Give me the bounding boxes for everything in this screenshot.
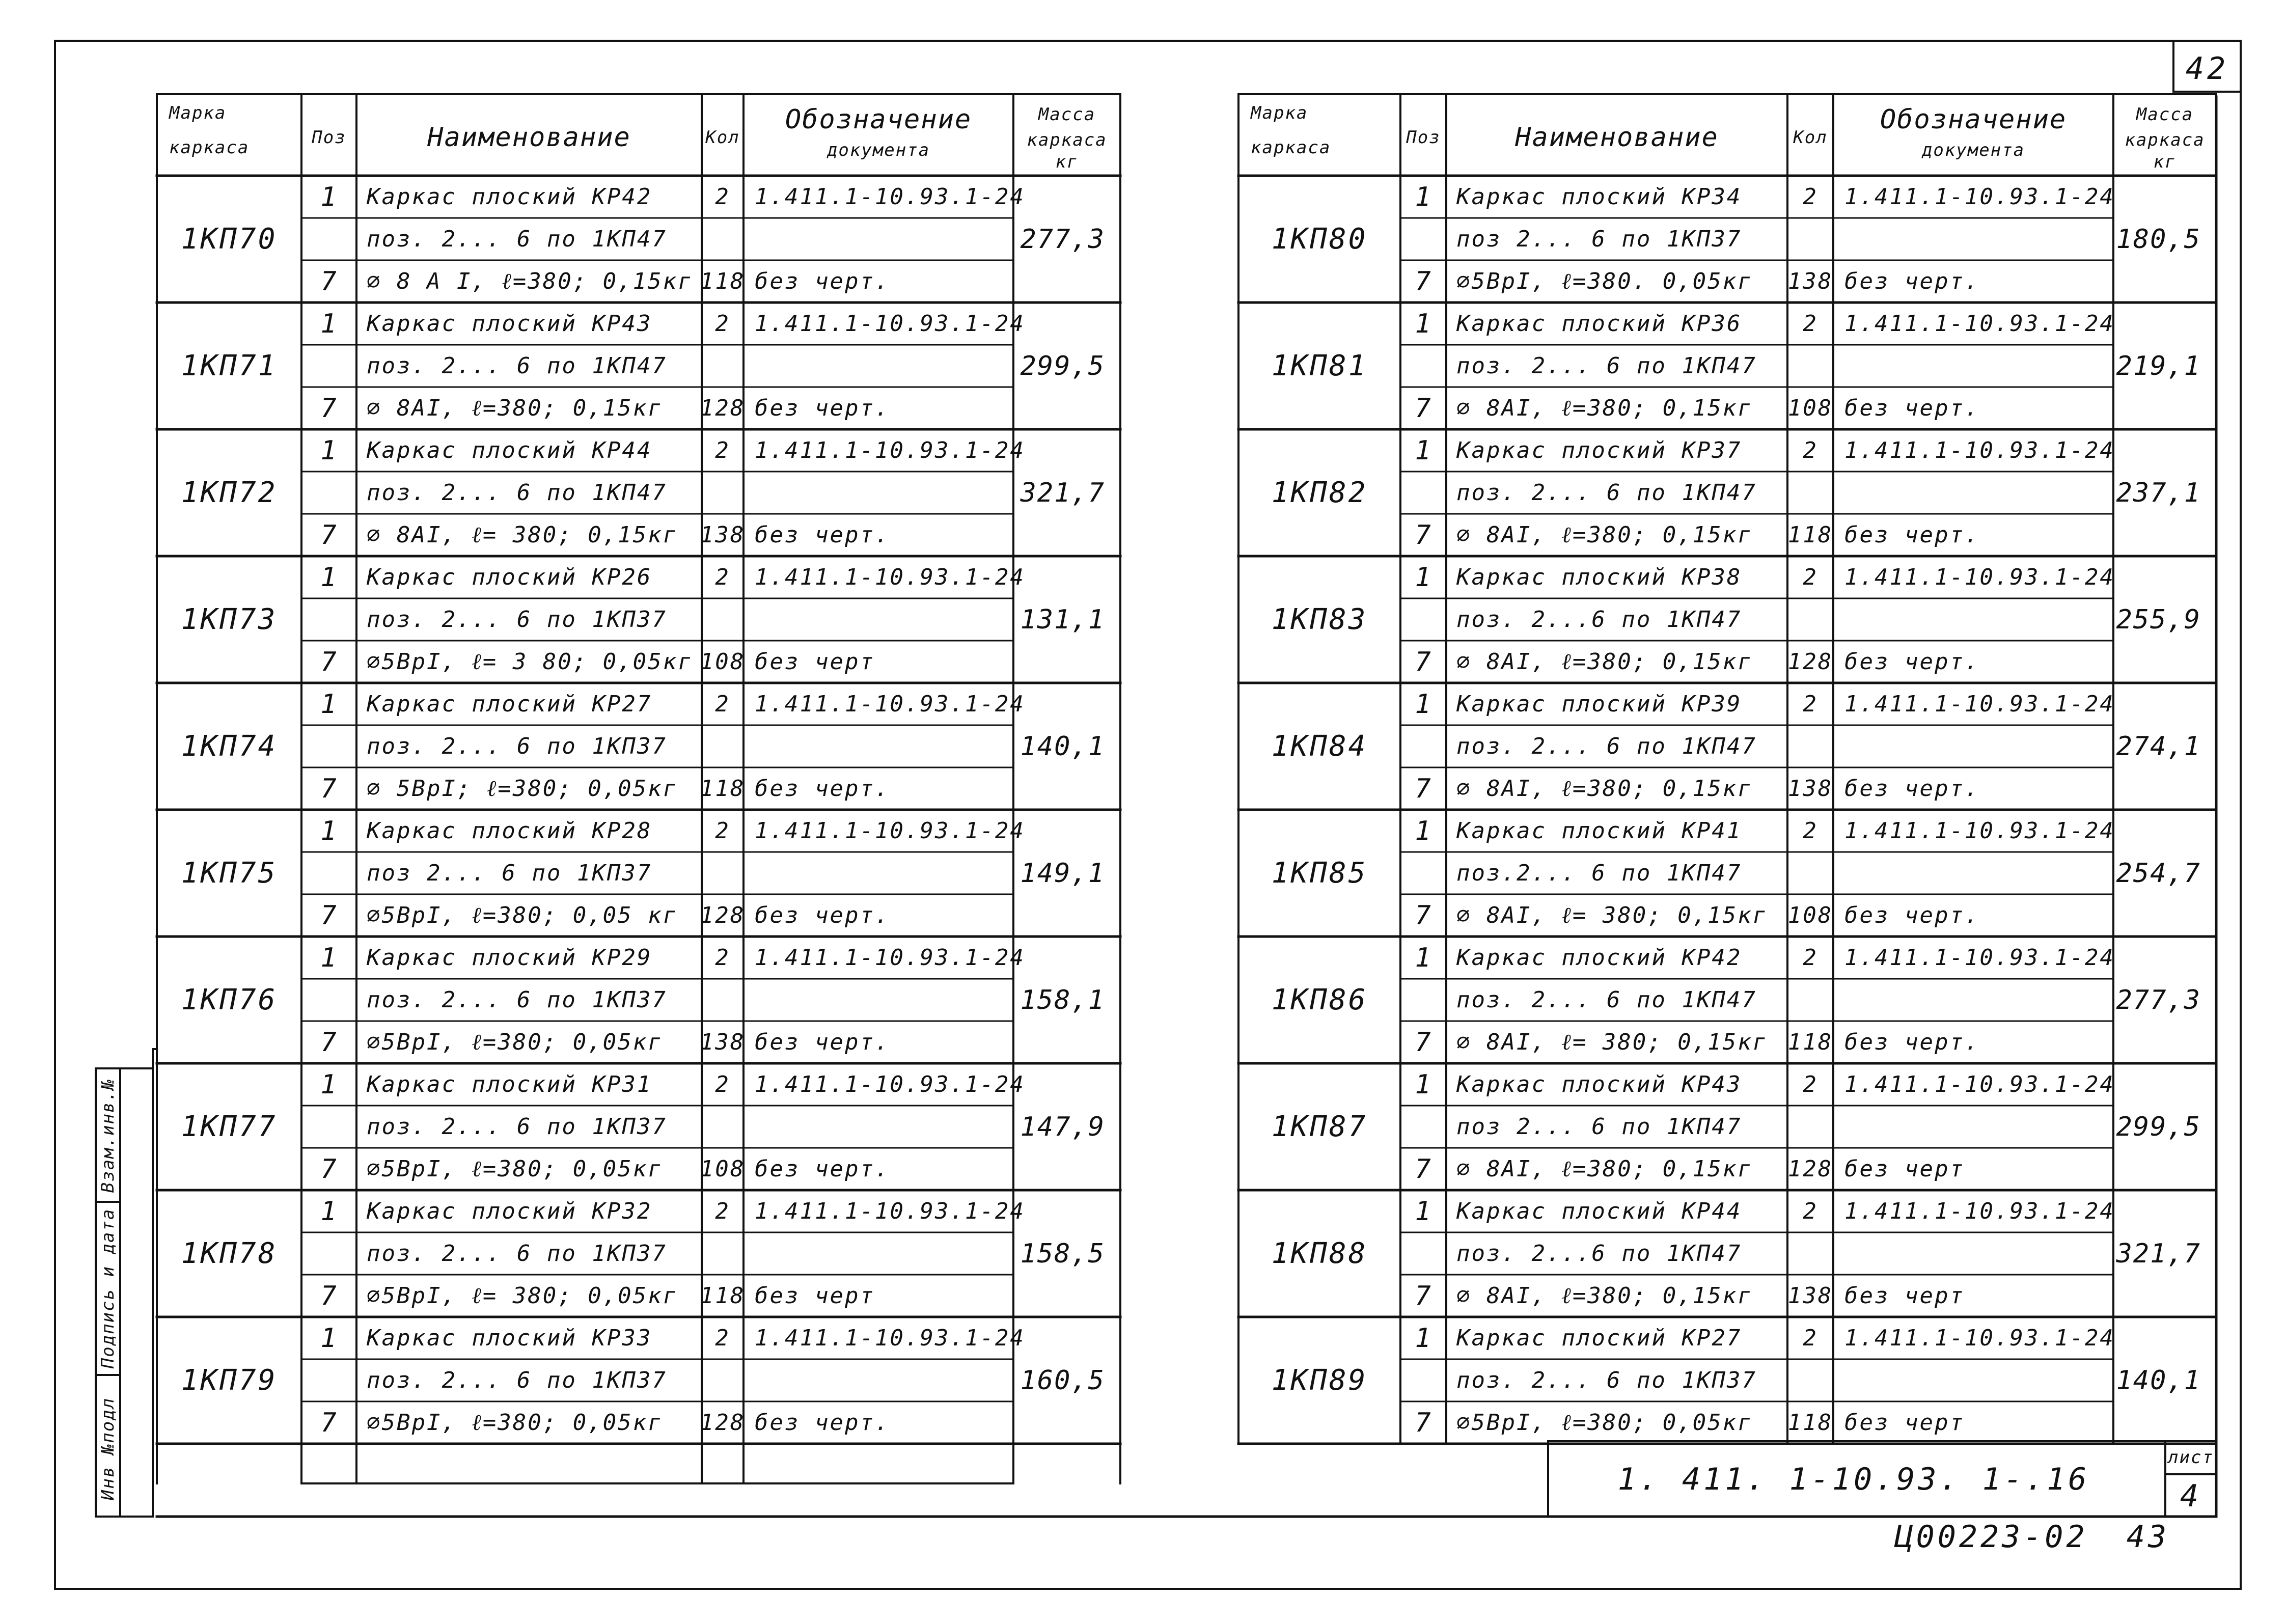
left-row-doc: 1.411.1-10.93.1-24 [755,564,1025,590]
left-frame-mark: 1КП70 [181,222,278,256]
right-row-name: ⌀ 8AI, ℓ= 380; 0,15кг [1456,1029,1768,1055]
left-row-name: Каркас плоский КР29 [367,944,652,971]
right-frame-mass: 321,7 [2116,1238,2201,1269]
right-row-name: Каркас плоский КР37 [1456,437,1742,463]
right-row-name: поз. 2... 6 по 1КП47 [1456,352,1757,379]
left-frame-mark: 1КП76 [181,983,278,1016]
stamp-replace-label: Взам.инв.№ [98,1078,118,1193]
right-row-name: Каркас плоский КР36 [1456,310,1742,337]
left-frame-mass: 140,1 [1020,731,1105,762]
right-row-pos: 7 [1415,393,1432,424]
right-row-doc: без черт. [1844,1029,1980,1055]
right-row-qty: 118 [1787,1029,1833,1055]
left-row-qty: 128 [700,902,746,928]
left-row-name: поз. 2... 6 по 1КП37 [367,606,667,632]
left-row-name: Каркас плоский КР44 [367,437,652,463]
left-row-name: поз. 2... 6 по 1КП47 [367,226,667,252]
left-row-pos: 1 [320,181,338,212]
left-frame-mark: 1КП72 [181,476,278,509]
left-row-name: ⌀ 8AI, ℓ=380; 0,15кг [367,395,663,421]
left-row-qty: 118 [700,1282,746,1309]
right-row-qty: 2 [1803,183,1818,210]
left-row-doc: без черт [755,1282,875,1309]
left-row-pos: 1 [320,1069,338,1100]
left-row-doc: без черт. [755,521,890,548]
left-row-doc: без черт. [755,1409,890,1436]
sheet-label: лист [2168,1447,2214,1468]
left-row-name: Каркас плоский КР33 [367,1325,652,1351]
left-frame-mass: 158,1 [1020,984,1105,1015]
left-frame-mark: 1КП71 [181,349,278,382]
left-row-doc: 1.411.1-10.93.1-24 [755,1071,1025,1097]
left-row-name: Каркас плоский КР27 [367,691,652,717]
right-row-qty: 2 [1803,437,1818,463]
left-header-mark: Марка [169,103,227,123]
left-frame-mark: 1КП77 [181,1110,278,1143]
right-row-pos: 1 [1415,815,1432,846]
left-header-mass: каркаса [1027,130,1107,150]
right-row-name: Каркас плоский КР38 [1456,564,1742,590]
right-row-pos: 7 [1415,1407,1432,1438]
left-row-name: поз. 2... 6 по 1КП37 [367,1113,667,1140]
right-row-name: ⌀ 8AI, ℓ=380; 0,15кг [1456,775,1753,802]
left-row-name: поз. 2... 6 по 1КП47 [367,479,667,506]
left-row-pos: 1 [320,689,338,720]
left-row-qty: 2 [715,564,730,590]
left-frame-mass: 321,7 [1020,477,1105,508]
left-row-doc: без черт. [755,268,890,294]
left-row-pos: 1 [320,942,338,973]
left-row-qty: 2 [715,1325,730,1351]
archive-code: Ц00223-02 [1894,1519,2088,1555]
left-row-name: Каркас плоский КР28 [367,817,652,844]
left-row-qty: 2 [715,944,730,971]
right-row-doc: 1.411.1-10.93.1-24 [1844,1325,2115,1351]
left-row-name: поз 2... 6 по 1КП37 [367,860,652,886]
right-row-name: поз. 2...6 по 1КП47 [1456,606,1742,632]
left-row-pos: 7 [320,393,338,424]
left-frame-mass: 299,5 [1020,350,1105,381]
left-frame-mass: 149,1 [1020,858,1105,889]
right-row-name: Каркас плоский КР27 [1456,1325,1742,1351]
left-row-pos: 7 [320,519,338,550]
right-row-qty: 2 [1803,944,1818,971]
left-row-pos: 1 [320,562,338,593]
left-row-qty: 108 [700,648,746,675]
left-row-pos: 7 [320,646,338,677]
right-row-name: Каркас плоский КР34 [1456,183,1742,210]
right-row-qty: 138 [1787,775,1833,802]
sheet-number: 4 [2180,1478,2202,1514]
right-row-qty: 118 [1787,1409,1833,1436]
left-row-name: ⌀5ВрI, ℓ= 380; 0,05кг [367,1282,678,1309]
left-row-doc: 1.411.1-10.93.1-24 [755,1198,1025,1224]
right-row-doc: без черт [1844,1409,1965,1436]
left-row-doc: 1.411.1-10.93.1-24 [755,817,1025,844]
left-row-name: поз. 2... 6 по 1КП37 [367,1240,667,1267]
right-row-qty: 2 [1803,817,1818,844]
right-row-qty: 138 [1787,268,1833,294]
left-row-qty: 128 [700,395,746,421]
left-row-doc: без черт. [755,395,890,421]
right-row-doc: без черт [1844,1155,1965,1182]
right-row-qty: 2 [1803,1198,1818,1224]
right-row-pos: 1 [1415,942,1432,973]
right-frame-mass: 180,5 [2116,224,2201,255]
left-frame-mass: 160,5 [1020,1365,1105,1396]
left-row-qty: 138 [700,521,746,548]
right-row-name: ⌀5ВрI, ℓ=380. 0,05кг [1456,268,1753,294]
right-row-pos: 7 [1415,266,1432,297]
left-frame-mark: 1КП74 [181,729,278,763]
right-frame-mark: 1КП85 [1271,856,1368,890]
left-row-qty: 2 [715,437,730,463]
right-row-name: ⌀ 8AI, ℓ=380; 0,15кг [1456,395,1753,421]
left-row-name: Каркас плоский КР43 [367,310,652,337]
left-row-name: ⌀5ВрI, ℓ=380; 0,05кг [367,1029,663,1055]
right-row-name: ⌀ 8AI, ℓ=380; 0,15кг [1456,648,1753,675]
right-row-name: поз. 2... 6 по 1КП37 [1456,1367,1757,1393]
right-row-doc: 1.411.1-10.93.1-24 [1844,437,2115,463]
left-row-pos: 1 [320,1323,338,1354]
right-row-name: ⌀ 8AI, ℓ=380; 0,15кг [1456,1282,1753,1309]
right-row-doc: 1.411.1-10.93.1-24 [1844,817,2115,844]
left-row-qty: 2 [715,183,730,210]
left-row-name: ⌀5ВрI, ℓ=380; 0,05 кг [367,902,678,928]
left-row-pos: 7 [320,773,338,804]
right-row-name: поз. 2...6 по 1КП47 [1456,1240,1742,1267]
right-frame-mark: 1КП89 [1271,1363,1368,1397]
right-row-doc: 1.411.1-10.93.1-24 [1844,1071,2115,1097]
right-frame-mark: 1КП87 [1271,1110,1368,1143]
left-frame-mark: 1КП75 [181,856,278,890]
left-row-qty: 118 [700,268,746,294]
right-row-name: ⌀5ВрI, ℓ=380; 0,05кг [1456,1409,1753,1436]
right-frame-mass: 255,9 [2116,604,2201,635]
right-row-doc: 1.411.1-10.93.1-24 [1844,310,2115,337]
right-row-name: Каркас плоский КР39 [1456,691,1742,717]
right-header-doc: документа [1921,140,2025,160]
right-frame-mark: 1КП80 [1271,222,1368,256]
right-row-doc: 1.411.1-10.93.1-24 [1844,564,2115,590]
left-row-name: ⌀5ВрI, ℓ=380; 0,05кг [367,1155,663,1182]
left-row-qty: 2 [715,691,730,717]
left-row-doc: без черт [755,648,875,675]
right-row-name: поз 2... 6 по 1КП47 [1456,1113,1742,1140]
right-row-pos: 7 [1415,1280,1432,1311]
right-row-qty: 108 [1787,395,1833,421]
left-row-name: поз. 2... 6 по 1КП37 [367,986,667,1013]
right-row-qty: 2 [1803,1325,1818,1351]
right-row-pos: 7 [1415,773,1432,804]
right-header-mass: кг [2153,152,2177,172]
right-row-qty: 2 [1803,564,1818,590]
archive-page: 43 [2126,1519,2170,1555]
left-row-pos: 1 [320,435,338,466]
left-row-doc: 1.411.1-10.93.1-24 [755,437,1025,463]
left-row-qty: 128 [700,1409,746,1436]
right-row-pos: 1 [1415,181,1432,212]
left-row-doc: 1.411.1-10.93.1-24 [755,1325,1025,1351]
right-frame-mass: 219,1 [2116,350,2201,381]
right-row-name: поз. 2... 6 по 1КП47 [1456,479,1757,506]
right-frame-mark: 1КП81 [1271,349,1368,382]
stamp-inv-label: Инв №подл [98,1397,118,1501]
left-row-doc: 1.411.1-10.93.1-24 [755,183,1025,210]
right-frame-mark: 1КП86 [1271,983,1368,1016]
left-header-doc: документа [827,140,930,160]
left-frame-mass: 147,9 [1020,1111,1105,1142]
right-row-doc: без черт. [1844,775,1980,802]
right-frame-mass: 140,1 [2116,1365,2201,1396]
right-row-doc: 1.411.1-10.93.1-24 [1844,1198,2115,1224]
left-frame-mark: 1КП73 [181,602,278,636]
right-row-name: поз. 2... 6 по 1КП47 [1456,733,1757,759]
right-frame-mark: 1КП88 [1271,1236,1368,1270]
right-row-name: Каркас плоский КР41 [1456,817,1742,844]
left-row-qty: 2 [715,817,730,844]
left-row-doc: без черт. [755,1155,890,1182]
left-header-qty: Кол [705,127,740,148]
right-row-doc: без черт. [1844,521,1980,548]
right-row-pos: 7 [1415,519,1432,550]
left-frame-mass: 158,5 [1020,1238,1105,1269]
left-row-pos: 7 [320,1027,338,1058]
right-frame-mark: 1КП83 [1271,602,1368,636]
right-row-name: Каркас плоский КР43 [1456,1071,1742,1097]
right-header-doc: Обозначение [1880,104,2067,135]
right-frame-mark: 1КП82 [1271,476,1368,509]
right-row-pos: 1 [1415,562,1432,593]
right-row-name: ⌀ 8AI, ℓ=380; 0,15кг [1456,1155,1753,1182]
left-row-doc: без черт. [755,775,890,802]
right-row-doc: без черт. [1844,902,1980,928]
left-row-name: ⌀ 8AI, ℓ= 380; 0,15кг [367,521,678,548]
right-header-mass: Масса [2136,104,2194,125]
left-header-pos: Поз [312,127,346,148]
right-row-qty: 128 [1787,648,1833,675]
left-row-qty: 108 [700,1155,746,1182]
left-row-doc: 1.411.1-10.93.1-24 [755,691,1025,717]
right-frame-mass: 237,1 [2116,477,2201,508]
left-header-mark: каркаса [169,137,250,158]
right-row-doc: без черт. [1844,395,1980,421]
right-row-qty: 128 [1787,1155,1833,1182]
right-row-pos: 7 [1415,900,1432,931]
left-row-doc: без черт. [755,902,890,928]
right-frame-mass: 274,1 [2116,731,2201,762]
right-row-pos: 1 [1415,1323,1432,1354]
right-row-qty: 2 [1803,1071,1818,1097]
right-row-qty: 2 [1803,310,1818,337]
left-row-pos: 1 [320,308,338,339]
right-row-doc: 1.411.1-10.93.1-24 [1844,183,2115,210]
left-header-name: Наименование [427,122,631,153]
left-row-pos: 7 [320,1407,338,1438]
right-row-pos: 1 [1415,435,1432,466]
right-row-doc: без черт [1844,1282,1965,1309]
right-frame-mark: 1КП84 [1271,729,1368,763]
right-row-pos: 1 [1415,308,1432,339]
right-row-qty: 108 [1787,902,1833,928]
right-frame-mass: 254,7 [2116,858,2201,889]
left-row-pos: 1 [320,1196,338,1227]
page-number: 42 [2185,51,2229,87]
right-frame-mass: 277,3 [2116,984,2201,1015]
right-row-pos: 1 [1415,689,1432,720]
right-header-qty: Кол [1793,127,1828,148]
document-code: 1. 411. 1-10.93. 1-.16 [1617,1462,2090,1497]
left-row-pos: 7 [320,900,338,931]
left-row-name: Каркас плоский КР26 [367,564,652,590]
right-row-name: поз.2... 6 по 1КП47 [1456,860,1742,886]
right-header-mark: Марка [1251,103,1308,123]
right-row-pos: 1 [1415,1196,1432,1227]
left-header-mass: Масса [1038,104,1096,125]
right-row-pos: 1 [1415,1069,1432,1100]
left-row-doc: 1.411.1-10.93.1-24 [755,310,1025,337]
left-header-mass: кг [1055,152,1079,172]
right-header-name: Наименование [1515,122,1719,153]
right-frame-mass: 299,5 [2116,1111,2201,1142]
right-row-name: ⌀ 8AI, ℓ= 380; 0,15кг [1456,902,1768,928]
right-row-name: поз 2... 6 по 1КП37 [1456,226,1742,252]
right-row-doc: без черт. [1844,648,1980,675]
left-row-name: Каркас плоский КР32 [367,1198,652,1224]
right-header-mass: каркаса [2125,130,2205,150]
left-row-pos: 1 [320,815,338,846]
left-row-name: ⌀ 8 A I, ℓ=380; 0,15кг [367,268,693,294]
right-row-pos: 7 [1415,1027,1432,1058]
left-row-qty: 2 [715,310,730,337]
right-row-name: Каркас плоский КР42 [1456,944,1742,971]
left-row-name: Каркас плоский КР42 [367,183,652,210]
left-row-name: поз. 2... 6 по 1КП37 [367,733,667,759]
right-row-name: ⌀ 8AI, ℓ=380; 0,15кг [1456,521,1753,548]
left-row-pos: 7 [320,266,338,297]
left-frame-mass: 277,3 [1020,224,1105,255]
right-row-name: поз. 2... 6 по 1КП47 [1456,986,1757,1013]
left-row-name: ⌀5ВрI, ℓ= 3 80; 0,05кг [367,648,693,675]
left-frame-mark: 1КП79 [181,1363,278,1397]
left-frame-mass: 131,1 [1020,604,1105,635]
left-row-doc: 1.411.1-10.93.1-24 [755,944,1025,971]
right-row-doc: без черт. [1844,268,1980,294]
left-header-doc: Обозначение [785,104,972,135]
left-row-pos: 7 [320,1280,338,1311]
right-row-qty: 2 [1803,691,1818,717]
right-row-doc: 1.411.1-10.93.1-24 [1844,691,2115,717]
left-row-doc: без черт. [755,1029,890,1055]
left-row-qty: 2 [715,1198,730,1224]
right-header-pos: Поз [1406,127,1441,148]
right-row-qty: 138 [1787,1282,1833,1309]
left-row-qty: 118 [700,775,746,802]
left-frame-mark: 1КП78 [181,1236,278,1270]
right-header-mark: каркаса [1251,137,1331,158]
left-row-name: поз. 2... 6 по 1КП47 [367,352,667,379]
stamp-signature-label: Подпись и дата [98,1208,118,1369]
left-row-name: ⌀ 5ВрI; ℓ=380; 0,05кг [367,775,678,802]
left-row-pos: 7 [320,1153,338,1185]
right-row-name: Каркас плоский КР44 [1456,1198,1742,1224]
right-row-pos: 7 [1415,646,1432,677]
left-row-name: Каркас плоский КР31 [367,1071,652,1097]
right-row-pos: 7 [1415,1153,1432,1185]
left-row-qty: 2 [715,1071,730,1097]
right-row-doc: 1.411.1-10.93.1-24 [1844,944,2115,971]
right-row-qty: 118 [1787,521,1833,548]
left-row-name: поз. 2... 6 по 1КП37 [367,1367,667,1393]
left-row-name: ⌀5ВрI, ℓ=380; 0,05кг [367,1409,663,1436]
left-row-qty: 138 [700,1029,746,1055]
